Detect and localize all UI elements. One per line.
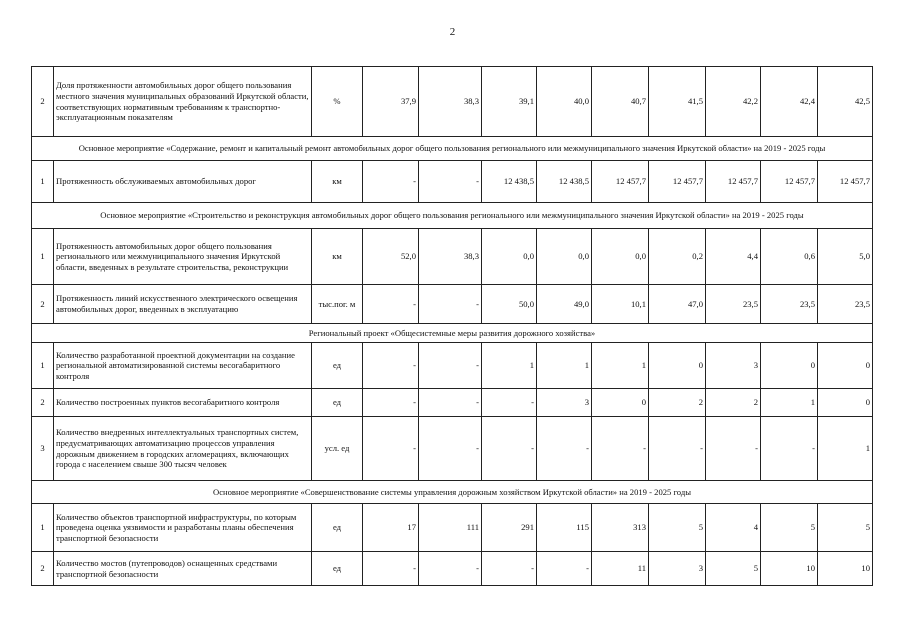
value-cell: -: [761, 417, 818, 481]
table-row: [32, 67, 873, 137]
section-title: Основное мероприятие «Строительство и реконструкция автомобильных дорог общего пользования регионального или межмуниципального значения Иркутской области» на 2019 - 2025 годы: [32, 203, 873, 229]
value-cell: -: [592, 417, 649, 481]
value-cell: 5: [649, 504, 706, 552]
value-cell: 0: [761, 343, 818, 389]
value-cell: -: [537, 552, 592, 586]
value-cell: 4: [706, 504, 761, 552]
value-cell: 12 457,7: [818, 161, 873, 203]
value-cell: -: [482, 389, 537, 417]
value-cell: -: [419, 389, 482, 417]
value-cell: -: [419, 285, 482, 324]
unit-cell: ед: [312, 343, 363, 389]
value-cell: -: [419, 552, 482, 586]
row-number: 2: [32, 285, 54, 324]
value-cell: 3: [649, 552, 706, 586]
value-cell: 0: [592, 389, 649, 417]
value-cell: -: [419, 161, 482, 203]
table-row: [32, 417, 873, 481]
value-cell: 12 457,7: [592, 161, 649, 203]
indicator-name: Количество мостов (путепроводов) оснащенных средствами транспортной безопасности: [54, 552, 312, 586]
value-cell: 0,0: [537, 229, 592, 285]
value-cell: 42,4: [761, 67, 818, 137]
value-cell: 0: [649, 343, 706, 389]
indicator-name: Количество внедренных интеллектуальных транспортных систем, предусматривающих автоматизацию процессов управления дорожным движением в городских агломерациях, включающих города с населением свыше 300 тысяч человек: [54, 417, 312, 481]
value-cell: 11: [592, 552, 649, 586]
unit-cell: ед: [312, 504, 363, 552]
value-cell: 0: [818, 343, 873, 389]
value-cell: 12 438,5: [482, 161, 537, 203]
indicator-name: Количество построенных пунктов весогабаритного контроля: [54, 389, 312, 417]
value-cell: 0,0: [482, 229, 537, 285]
row-number: 3: [32, 417, 54, 481]
value-cell: 12 457,7: [706, 161, 761, 203]
value-cell: 4,4: [706, 229, 761, 285]
value-cell: 2: [649, 389, 706, 417]
value-cell: 0,0: [592, 229, 649, 285]
value-cell: 37,9: [363, 67, 419, 137]
indicators-table: [31, 66, 873, 586]
row-number: 1: [32, 504, 54, 552]
value-cell: 38,3: [419, 229, 482, 285]
value-cell: 42,2: [706, 67, 761, 137]
table-row: [32, 229, 873, 285]
value-cell: -: [363, 161, 419, 203]
table-row: [32, 161, 873, 203]
table-row: [32, 389, 873, 417]
unit-cell: ед: [312, 389, 363, 417]
unit-cell: усл. ед: [312, 417, 363, 481]
value-cell: 40,7: [592, 67, 649, 137]
section-header-row: [32, 137, 873, 161]
unit-cell: ед: [312, 552, 363, 586]
value-cell: 47,0: [649, 285, 706, 324]
indicator-name: Количество разработанной проектной документации на создание региональной автоматизированной системы весогабаритного контроля: [54, 343, 312, 389]
value-cell: 41,5: [649, 67, 706, 137]
value-cell: 10,1: [592, 285, 649, 324]
value-cell: 5: [761, 504, 818, 552]
value-cell: 5: [818, 504, 873, 552]
value-cell: 39,1: [482, 67, 537, 137]
row-number: 2: [32, 67, 54, 137]
value-cell: -: [649, 417, 706, 481]
value-cell: 5,0: [818, 229, 873, 285]
section-header-row: [32, 481, 873, 504]
table-body: [32, 67, 873, 586]
value-cell: 1: [537, 343, 592, 389]
row-number: 2: [32, 552, 54, 586]
section-header-row: [32, 324, 873, 343]
indicator-name: Протяженность линий искусственного электрического освещения автомобильных дорог, введенных в эксплуатацию: [54, 285, 312, 324]
value-cell: 42,5: [818, 67, 873, 137]
value-cell: 1: [818, 417, 873, 481]
value-cell: 2: [706, 389, 761, 417]
value-cell: -: [537, 417, 592, 481]
value-cell: 5: [706, 552, 761, 586]
table-row: [32, 343, 873, 389]
indicator-name: Протяженность автомобильных дорог общего пользования регионального или межмуниципального значения Иркутской области, введенных в результате строительства, реконструкции: [54, 229, 312, 285]
value-cell: 23,5: [706, 285, 761, 324]
value-cell: 3: [706, 343, 761, 389]
value-cell: -: [363, 343, 419, 389]
value-cell: 12 438,5: [537, 161, 592, 203]
row-number: 1: [32, 161, 54, 203]
section-title: Основное мероприятие «Совершенствование системы управления дорожным хозяйством Иркутской области» на 2019 - 2025 годы: [32, 481, 873, 504]
row-number: 1: [32, 343, 54, 389]
value-cell: 40,0: [537, 67, 592, 137]
row-number: 2: [32, 389, 54, 417]
unit-cell: км: [312, 161, 363, 203]
value-cell: -: [482, 552, 537, 586]
indicator-name: Доля протяженности автомобильных дорог общего пользования местного значения муниципальных образований Иркутской области, соответствующих нормативным требованиям к транспортно-эксплуатационным показателям: [54, 67, 312, 137]
value-cell: 3: [537, 389, 592, 417]
value-cell: 50,0: [482, 285, 537, 324]
table-row: [32, 552, 873, 586]
value-cell: 0,6: [761, 229, 818, 285]
indicator-name: Количество объектов транспортной инфраструктуры, по которым проведена оценка уязвимости и разработаны планы обеспечения транспортной безопасности: [54, 504, 312, 552]
value-cell: -: [482, 417, 537, 481]
value-cell: 115: [537, 504, 592, 552]
section-title: Основное мероприятие «Содержание, ремонт и капитальный ремонт автомобильных дорог общего пользования регионального или межмуниципального значения Иркутской области» на 2019 - 2025 годы: [32, 137, 873, 161]
value-cell: 12 457,7: [649, 161, 706, 203]
value-cell: -: [363, 285, 419, 324]
value-cell: 291: [482, 504, 537, 552]
value-cell: 23,5: [818, 285, 873, 324]
value-cell: 52,0: [363, 229, 419, 285]
value-cell: 38,3: [419, 67, 482, 137]
unit-cell: тыс.пог. м: [312, 285, 363, 324]
table-row: [32, 285, 873, 324]
value-cell: 1: [482, 343, 537, 389]
value-cell: 313: [592, 504, 649, 552]
value-cell: 1: [592, 343, 649, 389]
value-cell: 1: [761, 389, 818, 417]
value-cell: 0: [818, 389, 873, 417]
value-cell: -: [419, 343, 482, 389]
value-cell: 23,5: [761, 285, 818, 324]
unit-cell: %: [312, 67, 363, 137]
value-cell: 10: [818, 552, 873, 586]
value-cell: 12 457,7: [761, 161, 818, 203]
value-cell: -: [706, 417, 761, 481]
value-cell: -: [363, 552, 419, 586]
page-number: 2: [449, 26, 456, 38]
value-cell: 111: [419, 504, 482, 552]
value-cell: -: [419, 417, 482, 481]
section-header-row: [32, 203, 873, 229]
value-cell: -: [363, 389, 419, 417]
section-title: Региональный проект «Общесистемные меры развития дорожного хозяйства»: [32, 324, 873, 343]
row-number: 1: [32, 229, 54, 285]
value-cell: 10: [761, 552, 818, 586]
value-cell: 49,0: [537, 285, 592, 324]
table-row: [32, 504, 873, 552]
unit-cell: км: [312, 229, 363, 285]
value-cell: 17: [363, 504, 419, 552]
indicator-name: Протяженность обслуживаемых автомобильных дорог: [54, 161, 312, 203]
value-cell: 0,2: [649, 229, 706, 285]
value-cell: -: [363, 417, 419, 481]
